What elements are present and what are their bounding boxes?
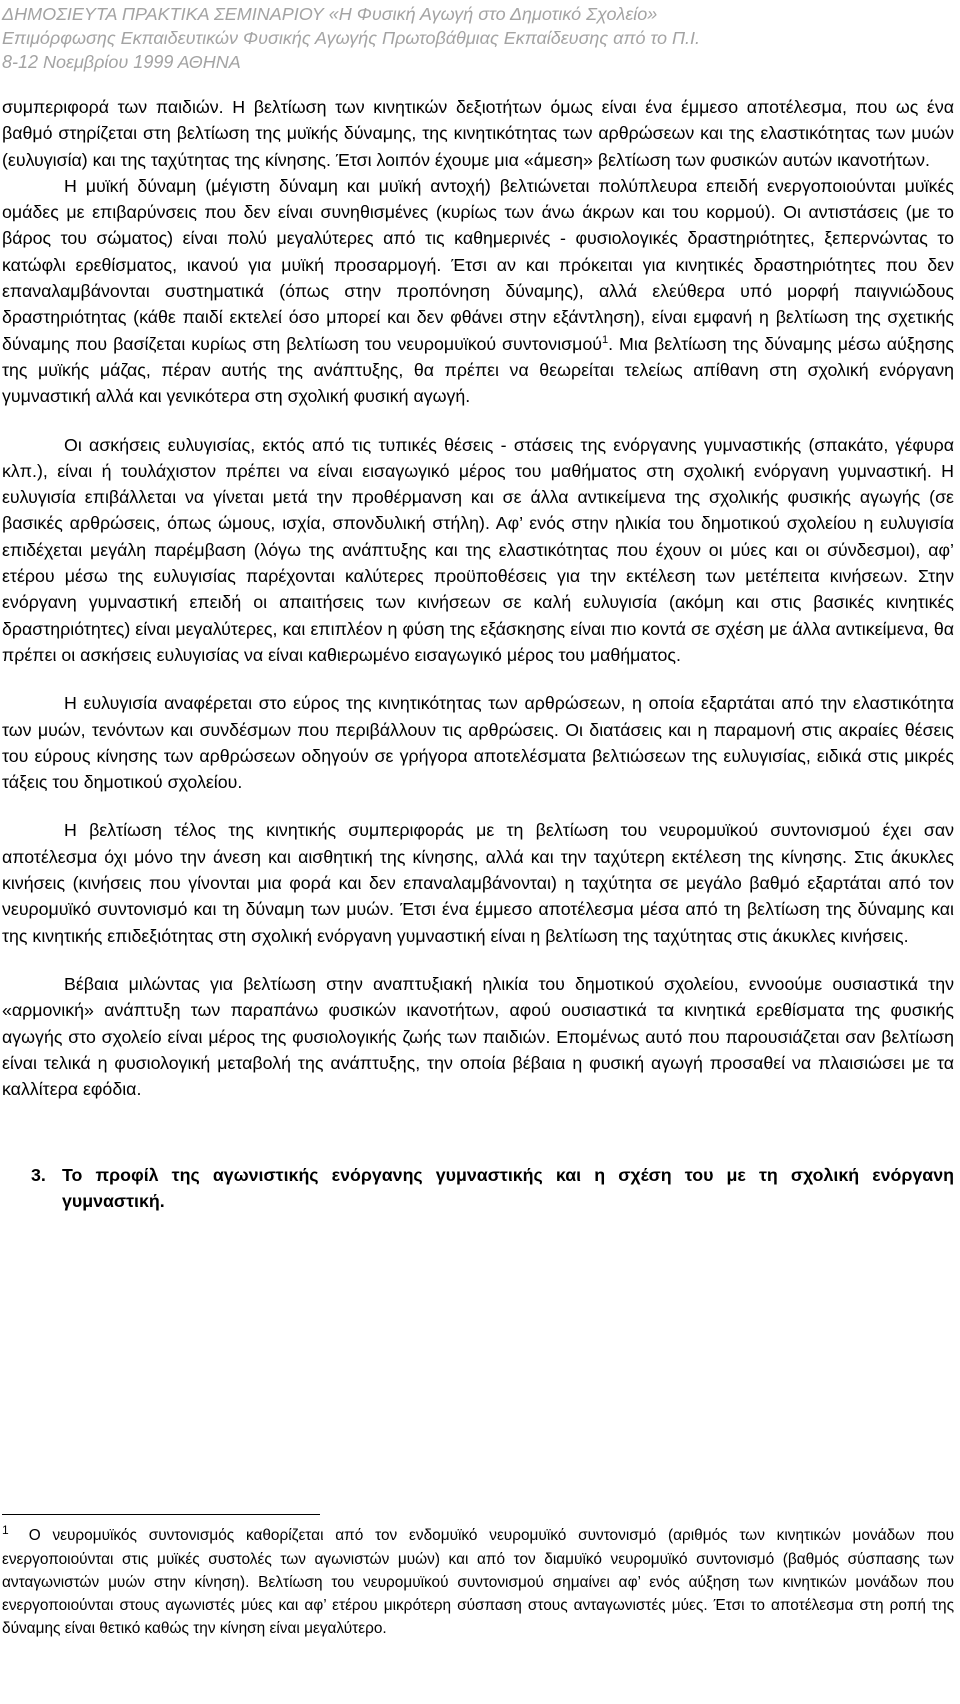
- paragraph-neuromuscular: Η βελτίωση τέλος της κινητικής συμπεριφοράς με τη βελτίωση του νευρομυϊκού συντονισμού έχει σαν αποτέλεσμα όχι μόνο την άνεση και αισθητική της κίνησης, αλλά και την ταχύτερη εκτέλεση της κίνησης. Στις άκυκλες κινήσεις (κινήσεις που γίνονται μια φορά και δεν επαναλαμβάνονται) η ταχύτητα σε μεγάλο βαθμό εξαρτάται από τον νευρομυϊκό συντονισμό και τη δύναμη των μυών. Έτσι ένα έμμεσο αποτέλεσμα μέσα από τη βελτίωση της δύναμης και της κινητικής επιδεξιότητας στη σχολική ενόργανη γυμναστική είναι η βελτίωση της ταχύτητας στις άκυκλες κινήσεις.: [2, 820, 954, 946]
- paragraph-gap: [2, 795, 954, 817]
- paragraph-flexibility-exercises: Οι ασκήσεις ευλυγισίας, εκτός από τις τυπικές θέσεις - στάσεις της ενόργανης γυμναστικής (σπακάτο, γέφυρα κλπ.), είναι ή τουλάχιστον πρέπει να είναι εισαγωγικό μέρος του μαθήματος στη σχολική ενόργανη γυμναστική. Η ευλυγισία επιβάλλεται να γίνεται μετά την προθέρμανση και σε άλλα αντικείμενα της σχολικής φυσικής αγωγής (σε βασικές αρθρώσεις, όπως ώμους, ισχία, σπονδυλική στήλη). Αφ’ ενός στην ηλικία του δημοτικού σχολείου η ευλυγισία επιδέχεται μεγάλη παρέμβαση (λόγω της ανάπτυξης και της ελαστικότητας που έχουν οι μύες και οι σύνδεσμοι), αφ’ ετέρου μέσω της ευλυγισίας παρέχονται καλύτερες προϋποθέσεις για την εκτέλεση των μετέπειτα κινήσεων. Στην ενόργανη γυμναστική επειδή οι απαιτήσεις των κινήσεων σε καλή ευλυγισία (ακόμη και στις βασικές κινητικές δραστηριότητες) είναι μεγαλύτερες, και επιπλέον η φύση της εξάσκησης είναι πιο κοντά σε σχέση με άλλα αντικείμενα, θα πρέπει οι ασκήσεις ευλυγισίας να είναι καθιερωμένο εισαγωγικό μέρος του μαθήματος.: [2, 434, 954, 665]
- section-title: Το προφίλ της αγωνιστικής ενόργανης γυμναστικής και η σχέση του με τη σχολική ενόργανη γυμναστική.: [62, 1165, 954, 1212]
- paragraph-flexibility-definition: Η ευλυγισία αναφέρεται στο εύρος της κινητικότητας των αρθρώσεων, η οποία εξαρτάται από την ελαστικότητα των μυών, τενόντων και συνδέσμων που περιβάλλουν τις αρθρώσεις. Οι διατάσεις και η παραμονή στις ακραίες θέσεις του εύρους κίνησης των αρθρώσεων οδηγούν σε γρήγορα αποτελέσματα βελτιώσεων της ευλυγισίας, ειδικά στις μικρές τάξεις του δημοτικού σχολείου.: [2, 693, 954, 793]
- footnote-marker: 1: [2, 1523, 9, 1537]
- footnote-reference[interactable]: 1: [601, 333, 609, 346]
- section-number: 3.: [31, 1165, 46, 1186]
- header-date: 8-12 Νοεμβρίου 1999 ΑΘΗΝΑ: [2, 52, 241, 72]
- header-title: ΔΗΜΟΣΙΕΥΤΑ ΠΡΑΚΤΙΚΑ ΣΕΜΙΝΑΡΙΟΥ «Η Φυσική Αγωγή στο Δημοτικό Σχολείο»: [2, 4, 658, 24]
- header-subtitle: Επιμόρφωσης Εκπαιδευτικών Φυσικής Αγωγής Πρωτοβάθμιας Εκπαίδευσης από το Π.Ι.: [2, 28, 701, 48]
- paragraph-gap: [2, 410, 954, 432]
- section-heading: [31, 1162, 954, 1214]
- paragraph-development: Βέβαια μιλώντας για βελτίωση στην αναπτυξιακή ηλικία του δημοτικού σχολείου, εννοούμε ουσιαστικά την «αρμονική» ανάπτυξη των παραπάνω φυσικών ικανοτήτων, αφού ουσιαστικά τα κινητικά ερεθίσματα της φυσικής αγωγής στο σχολείο είναι μέρος της φυσιολογικής ζωής των παιδιών. Επομένως αυτό που παρουσιάζεται σαν βελτίωση είναι τελικά η φυσιολογική μεταβολή της ανάπτυξης, την οποία βέβαια η φυσική αγωγή προσαθεί να πλαισιώσει με τα καλλίτερα εφόδια.: [2, 973, 954, 1100]
- footnote-divider: [2, 1514, 320, 1515]
- paragraph-gap: [2, 668, 954, 690]
- paragraph-gap: [2, 949, 954, 971]
- footnote-text-block: [2, 1524, 954, 1640]
- document-body: [2, 94, 954, 1214]
- paragraph-text: . Μια βελτίωση της δύναμης μέσω αύξησης της μυϊκής μάζας, πέραν αυτής της ανάπτυξης, θα πρέπει να θεωρείται τελείως απίθανη στη σχολική ενόργανη γυμναστική αλλά και γενικότερα στη σχολική φυσική αγωγή.: [2, 333, 955, 407]
- section-gap: [2, 1102, 954, 1162]
- footnote-text: Ο νευρομυϊκός συντονισμός καθορίζεται από τον ενδομυϊκό νευρομυϊκό συντονισμό (αριθμός των κινητικών μονάδων που ενεργοποιούνται στις μυϊκές συστολές των αγωνιστών μυών) και από τον διαμυϊκό νευρομυϊκό συντονισμό (βαθμός σύσπασης των ανταγωνιστών μυών στην κίνηση). Βελτίωση του νευρομυϊκού συντονισμού σημαίνει αφ’ ενός αύξηση των κινητικών μονάδων που ενεργοποιούνται στους αγωνιστές μύες και αφ’ ετέρου μικρότερη σύσπαση στους ανταγωνιστές μύες. Έτσι το αποτέλεσμα στη ροπή της δύναμης είναι θετικό καθώς την κίνηση είναι μεγαλύτερο.: [2, 1527, 954, 1637]
- footnote: [2, 1524, 954, 1640]
- page-header: [0, 0, 960, 74]
- paragraph-muscle-strength: [2, 173, 954, 410]
- paragraph-text: Η μυϊκή δύναμη (μέγιστη δύναμη και μυϊκή αντοχή) βελτιώνεται πολύπλευρα επειδή ενεργοποιούνται μυϊκές ομάδες με επιβαρύνσεις που δεν είναι συνηθισμένες (κυρίως των άνω άκρων και του κορμού). Οι αντιστάσεις (με το βάρος του σώματος) είναι πολύ μεγαλύτερες από τις καθημερινές - φυσιολογικές δραστηριότητες, ξεπερνώντας το κατώφλι ερεθίσματος, ικανού για μυϊκή προσαρμογή. Έτσι αν και πρόκειται για κινητικές δραστηριότητες που δεν επαναλαμβάνονται συστηματικά (όπως στην προπόνηση δύναμης), αλλά ελεύθερα υπό μορφή παιγνιώδους δραστηριότητας (κάθε παιδί εκτελεί όσο μπορεί και δεν φθάνει στην εξάντληση), είναι εμφανή η βελτίωση της σχετικής δύναμης που βασίζεται κυρίως στη βελτίωση του νευρομυϊκού συντονισμού: [2, 175, 954, 354]
- paragraph-continuation: συμπεριφορά των παιδιών. Η βελτίωση των κινητικών δεξιοτήτων όμως είναι ένα έμμεσο αποτέλεσμα, που ως ένα βαθμό στηρίζεται στη βελτίωση της μυϊκής δύναμης, της κινητικότητας των αρθρώσεων και της ελαστικότητας των μυών (ευλυγισία) και της ταχύτητας της κίνησης. Έτσι λοιπόν έχουμε μια «άμεση» βελτίωση των φυσικών αυτών ικανοτήτων.: [2, 97, 954, 170]
